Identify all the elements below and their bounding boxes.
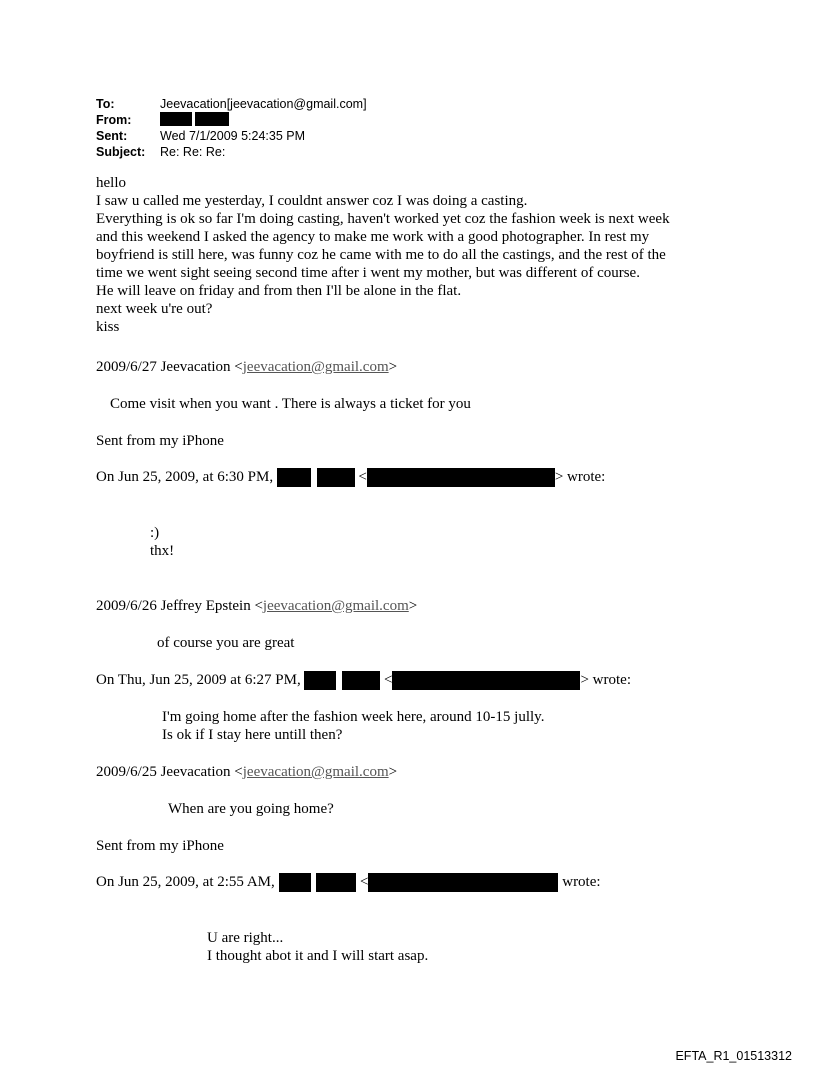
sent-from-line: Sent from my iPhone — [96, 838, 224, 854]
sent-value: Wed 7/1/2009 5:24:35 PM — [160, 129, 306, 143]
reply-line: I'm going home after the fashion week here, around 10-15 jully. — [162, 709, 545, 725]
wrote-suffix: wrote: — [567, 469, 606, 485]
to-label: To: — [96, 97, 115, 111]
message-line: next week u're out? — [96, 301, 213, 317]
redaction-block — [160, 112, 192, 126]
quoted-reply — [162, 708, 544, 744]
reply-line: thx! — [150, 543, 175, 559]
quote-text: Come visit when you want . There is always a ticket for you — [110, 396, 471, 412]
message-line: He will leave on friday and from then I'll be alone in the flat. — [96, 283, 462, 299]
to-value: Jeevacation[jeevacation@gmail.com] — [160, 97, 367, 111]
quote-text: When are you going home? — [168, 801, 334, 817]
reply-line: Is ok if I stay here untill then? — [162, 727, 343, 743]
sent-from-line: Sent from my iPhone — [96, 433, 224, 449]
reply-line: U are right... — [207, 930, 284, 946]
message-line: Everything is ok so far I'm doing casting, haven't worked yet coz the fashion week is next week — [96, 211, 670, 227]
message-line: time we went sight seeing second time after i went my mother, but was different of course. — [96, 265, 640, 281]
email-link[interactable]: jeevacation@gmail.com — [242, 359, 389, 375]
email-header — [96, 96, 367, 160]
redaction-block — [195, 112, 229, 126]
from-label: From: — [96, 113, 132, 127]
quoted-reply — [150, 524, 174, 560]
wrote-prefix: On Jun 25, 2009, at 2:55 AM, — [96, 874, 275, 890]
quote-text: of course you are great — [157, 635, 295, 651]
quoted-reply — [207, 929, 428, 965]
quote-header — [96, 358, 397, 376]
quote-header-text: 2009/6/25 Jeevacation < — [96, 764, 243, 780]
email-link[interactable]: jeevacation@gmail.com — [262, 598, 409, 614]
message-line: hello — [96, 175, 126, 191]
message-line: kiss — [96, 319, 120, 335]
wrote-prefix: On Jun 25, 2009, at 6:30 PM, — [96, 469, 274, 485]
redaction-block — [367, 468, 555, 487]
redaction-block — [304, 671, 336, 690]
reply-line: :) — [150, 525, 160, 541]
message-body — [96, 174, 670, 336]
wrote-prefix: On Thu, Jun 25, 2009 at 6:27 PM, — [96, 672, 301, 688]
wrote-line: On Jun 25, 2009, at 6:30 PM, < > wrote: — [96, 468, 605, 487]
quote-header-text: > — [388, 359, 398, 375]
quote-header — [96, 763, 397, 781]
redaction-block — [342, 671, 380, 690]
reply-line: I thought abot it and I will start asap. — [207, 948, 429, 964]
sent-label: Sent: — [96, 129, 128, 143]
message-line: boyfriend is still here, was funny coz he came with me to do all the castings, and the rest of the — [96, 247, 666, 263]
message-line: and this weekend I asked the agency to make me work with a good photographer. In rest my — [96, 229, 650, 245]
message-line: I saw u called me yesterday, I couldnt answer coz I was doing a casting. — [96, 193, 528, 209]
redaction-block — [316, 873, 356, 892]
quote-header — [96, 597, 417, 615]
redaction-block — [392, 671, 580, 690]
redaction-block — [279, 873, 311, 892]
redaction-block — [368, 873, 558, 892]
subject-label: Subject: — [96, 145, 146, 159]
quote-header-text: 2009/6/26 Jeffrey Epstein < — [96, 598, 263, 614]
wrote-line: On Thu, Jun 25, 2009 at 6:27 PM, < > wrote: — [96, 671, 631, 690]
redaction-block — [317, 468, 355, 487]
wrote-suffix: wrote: — [592, 672, 631, 688]
quote-header-text: > — [388, 764, 398, 780]
email-link[interactable]: jeevacation@gmail.com — [242, 764, 389, 780]
quote-header-text: > — [408, 598, 418, 614]
wrote-line: On Jun 25, 2009, at 2:55 AM, < wrote: — [96, 873, 601, 892]
redaction-block — [277, 468, 311, 487]
document-id: EFTA_R1_01513312 — [675, 1049, 792, 1063]
quote-header-text: 2009/6/27 Jeevacation < — [96, 359, 243, 375]
wrote-suffix: wrote: — [562, 874, 601, 890]
subject-value: Re: Re: Re: — [160, 145, 226, 159]
